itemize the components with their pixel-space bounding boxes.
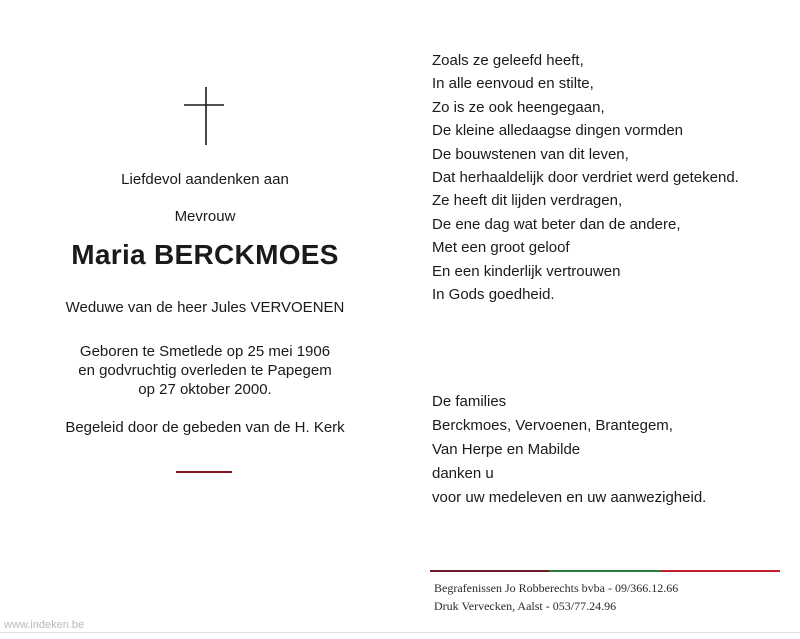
poem-line: De ene dag wat beter dan de andere, (432, 215, 681, 233)
poem-line: Dat herhaaldelijk door verdriet werd getekend. (432, 169, 739, 187)
poem-line: De bouwstenen van dit leven, (432, 145, 629, 163)
poem-line: In Gods goedheid. (432, 286, 555, 304)
watermark: www.indeken.be (4, 619, 85, 631)
last-name: BERCKMOES (154, 239, 339, 270)
intro-text: Liefdevol aandenken aan (121, 171, 289, 188)
first-name: Maria (71, 239, 146, 270)
poem (432, 49, 792, 306)
bottom-border (0, 632, 800, 633)
poem-line: Zo is ze ook heengegaan, (432, 98, 605, 116)
poem-line: Zoals ze geleefd heeft, (432, 52, 584, 69)
birth-line: Geboren te Smetlede op 25 mei 1906 (79, 343, 331, 360)
flag-divider (430, 570, 780, 572)
poem-line: De kleine alledaagse dingen vormden (432, 122, 684, 140)
life-dates (40, 342, 370, 399)
poem-line: Met een groot geloof (432, 239, 570, 257)
cross-icon (184, 87, 224, 145)
deceased-name (40, 239, 370, 271)
thanks-line: danken u (432, 465, 494, 482)
printer-line: Druk Vervecken, Aalst - 053/77.24.96 (434, 599, 617, 613)
poem-line: En een kinderlijk vertrouwen (432, 262, 621, 280)
thanks-line: De families (432, 393, 507, 410)
widow-line: Weduwe van de heer Jules VERVOENEN (65, 299, 345, 316)
thanks-line: Van Herpe en Mabilde (432, 441, 581, 458)
prayer-line: Begeleid door de gebeden van de H. Kerk (65, 419, 345, 436)
thanks-line: Berckmoes, Vervoenen, Brantegem, (432, 417, 673, 434)
family-thanks (432, 390, 792, 510)
death-line: en godvruchtig overleden te Papegem (78, 362, 332, 379)
divider-rule (176, 471, 232, 473)
poem-line: In alle eenvoud en stilte, (432, 75, 594, 93)
death-date-line: op 27 oktober 2000. (138, 381, 272, 398)
funeral-home-line: Begrafenissen Jo Robberechts bvba - 09/366.12.66 (434, 581, 679, 595)
credits (434, 579, 794, 615)
poem-line: Ze heeft dit lijden verdragen, (432, 192, 623, 210)
honorific: Mevrouw (174, 208, 236, 225)
thanks-line: voor uw medeleven en uw aanwezigheid. (432, 489, 707, 506)
